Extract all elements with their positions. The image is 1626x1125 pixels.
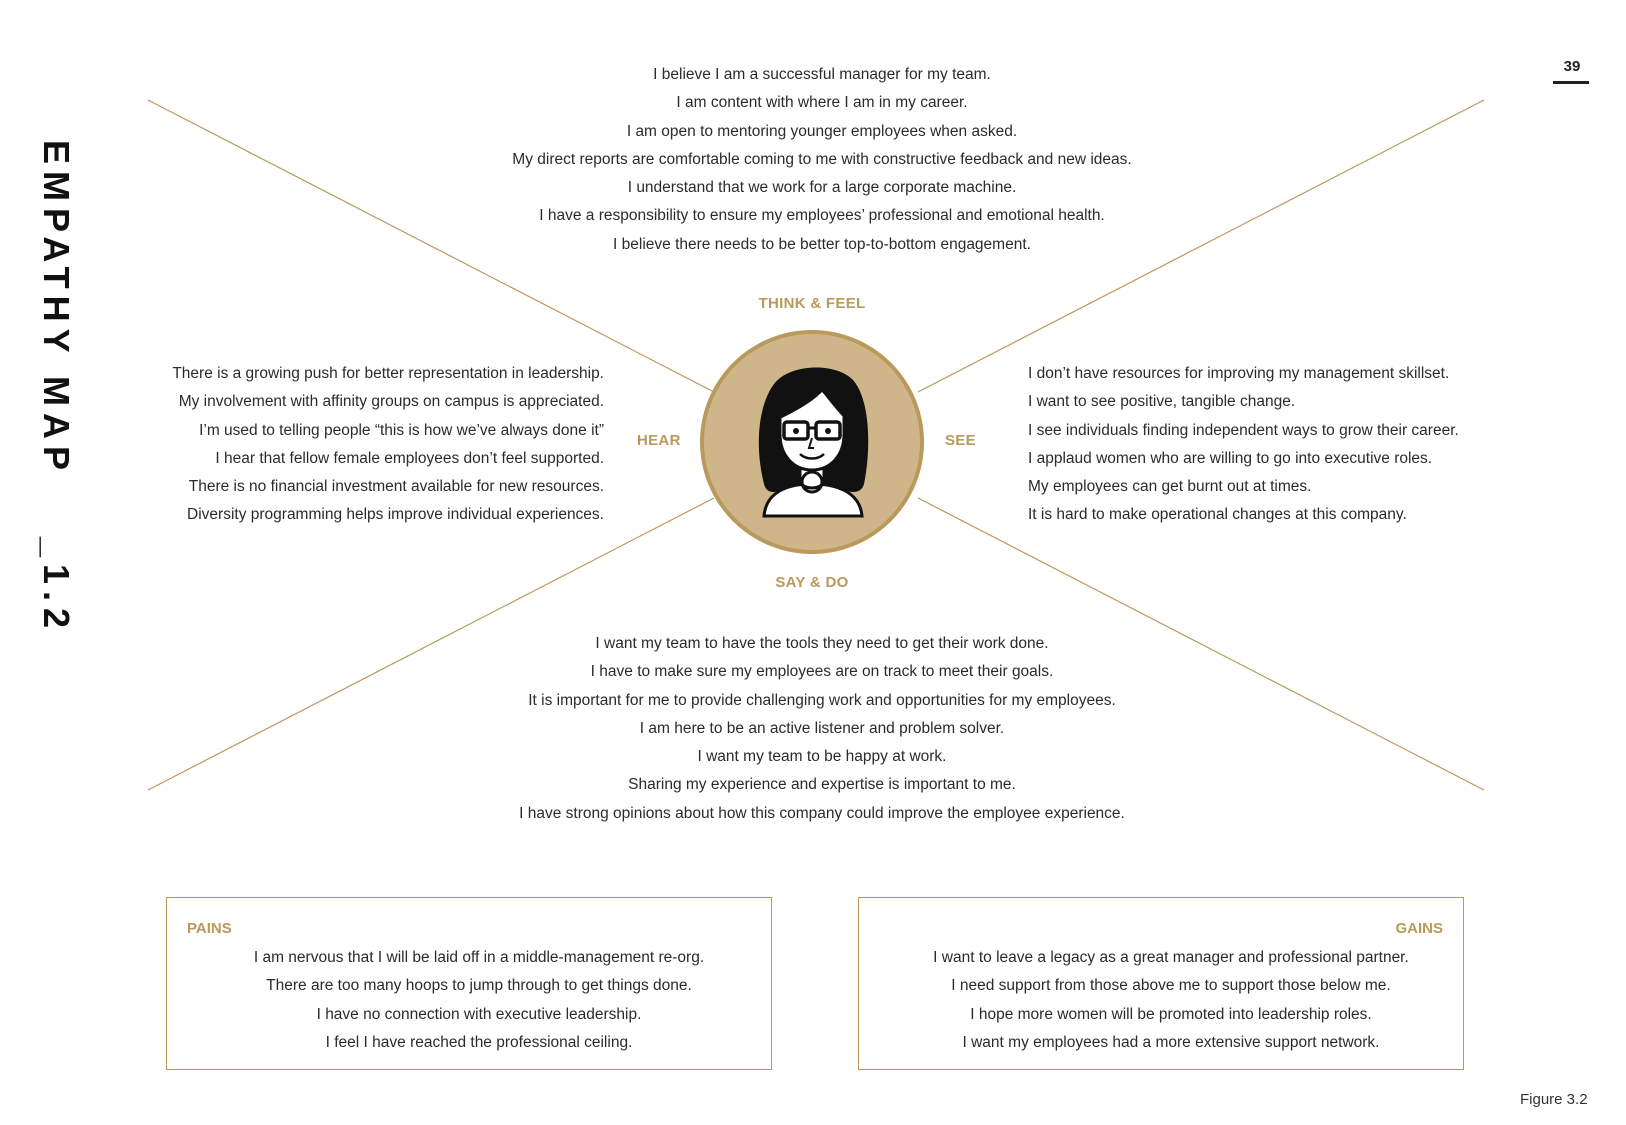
side-title-main: EMPATHY MAP xyxy=(36,140,77,478)
say-do-line: I have to make sure my employees are on track to meet their goals. xyxy=(590,663,1054,681)
say-do-line: It is important for me to provide challenging work and opportunities for my employees. xyxy=(528,691,1116,709)
page-number: 39 xyxy=(1563,58,1581,75)
say-do-line: Sharing my experience and expertise is important to me. xyxy=(628,776,1016,794)
gains-line: I want my employees had a more extensive support network. xyxy=(962,1033,1380,1051)
see-line: My employees can get burnt out at times. xyxy=(1028,478,1312,496)
see-line: It is hard to make operational changes at this company. xyxy=(1028,506,1407,524)
gains-label: GAINS xyxy=(1395,920,1443,937)
think-feel-line: I believe I am a successful manager for my team. xyxy=(653,66,991,83)
hear-line: There is no financial investment available for new resources. xyxy=(188,478,604,496)
say-do-line: I am here to be an active listener and problem solver. xyxy=(639,719,1005,737)
see-line: I see individuals finding independent ways to grow their career. xyxy=(1028,421,1459,439)
persona-avatar xyxy=(700,330,924,554)
say-do-list xyxy=(412,630,1232,828)
think-feel-label: THINK & FEEL xyxy=(758,295,866,312)
say-do-line: I want my team to have the tools they need to get their work done. xyxy=(595,635,1049,652)
say-do-line: I have strong opinions about how this company could improve the employee experience. xyxy=(519,804,1125,822)
hear-line: My involvement with affinity groups on campus is appreciated. xyxy=(178,393,604,411)
pains-list xyxy=(187,944,771,1057)
side-title-sub: _1.2 xyxy=(36,537,77,636)
think-feel-line: I have a responsibility to ensure my employees’ professional and emotional health. xyxy=(539,207,1105,225)
think-feel-line: I believe there needs to be better top-to-bottom engagement. xyxy=(613,235,1031,253)
think-feel-list xyxy=(412,61,1232,259)
woman-with-glasses-avatar-icon xyxy=(704,334,920,550)
hear-line: I’m used to telling people “this is how we’ve always done it” xyxy=(199,421,604,439)
say-do-label: SAY & DO xyxy=(775,574,849,591)
see-label: SEE xyxy=(945,432,976,449)
see-line: I want to see positive, tangible change. xyxy=(1028,393,1296,411)
pains-box xyxy=(166,897,772,1070)
pains-line: There are too many hoops to jump through to get things done. xyxy=(266,977,692,995)
gains-line: I need support from those above me to support those below me. xyxy=(951,977,1391,995)
gains-line: I hope more women will be promoted into leadership roles. xyxy=(970,1005,1372,1023)
pains-line: I feel I have reached the professional ceiling. xyxy=(325,1033,633,1051)
think-feel-line: I am open to mentoring younger employees when asked. xyxy=(626,122,1018,140)
hear-line: I hear that fellow female employees don’t feel supported. xyxy=(215,449,604,467)
think-feel-line: I understand that we work for a large corporate machine. xyxy=(627,179,1017,197)
hear-label: HEAR xyxy=(637,432,681,449)
think-feel-line: I am content with where I am in my career. xyxy=(676,94,968,112)
think-feel-line: My direct reports are comfortable coming to me with constructive feedback and new ideas. xyxy=(512,150,1132,168)
pains-line: I have no connection with executive leadership. xyxy=(316,1005,642,1023)
gains-list xyxy=(879,944,1463,1057)
figure-caption: Figure 3.2 xyxy=(1520,1091,1588,1108)
hear-line: There is a growing push for better representation in leadership. xyxy=(172,365,604,382)
gains-line: I want to leave a legacy as a great manager and professional partner. xyxy=(933,949,1409,966)
pains-line: I am nervous that I will be laid off in a middle-management re-org. xyxy=(253,949,705,966)
hear-list xyxy=(100,360,604,530)
see-line: I applaud women who are willing to go into executive roles. xyxy=(1028,449,1433,467)
see-line: I don’t have resources for improving my management skillset. xyxy=(1028,365,1450,382)
see-list xyxy=(1028,360,1588,530)
hear-line: Diversity programming helps improve individual experiences. xyxy=(187,506,604,524)
gains-box xyxy=(858,897,1464,1070)
say-do-line: I want my team to be happy at work. xyxy=(697,748,947,766)
pains-label: PAINS xyxy=(187,920,232,937)
